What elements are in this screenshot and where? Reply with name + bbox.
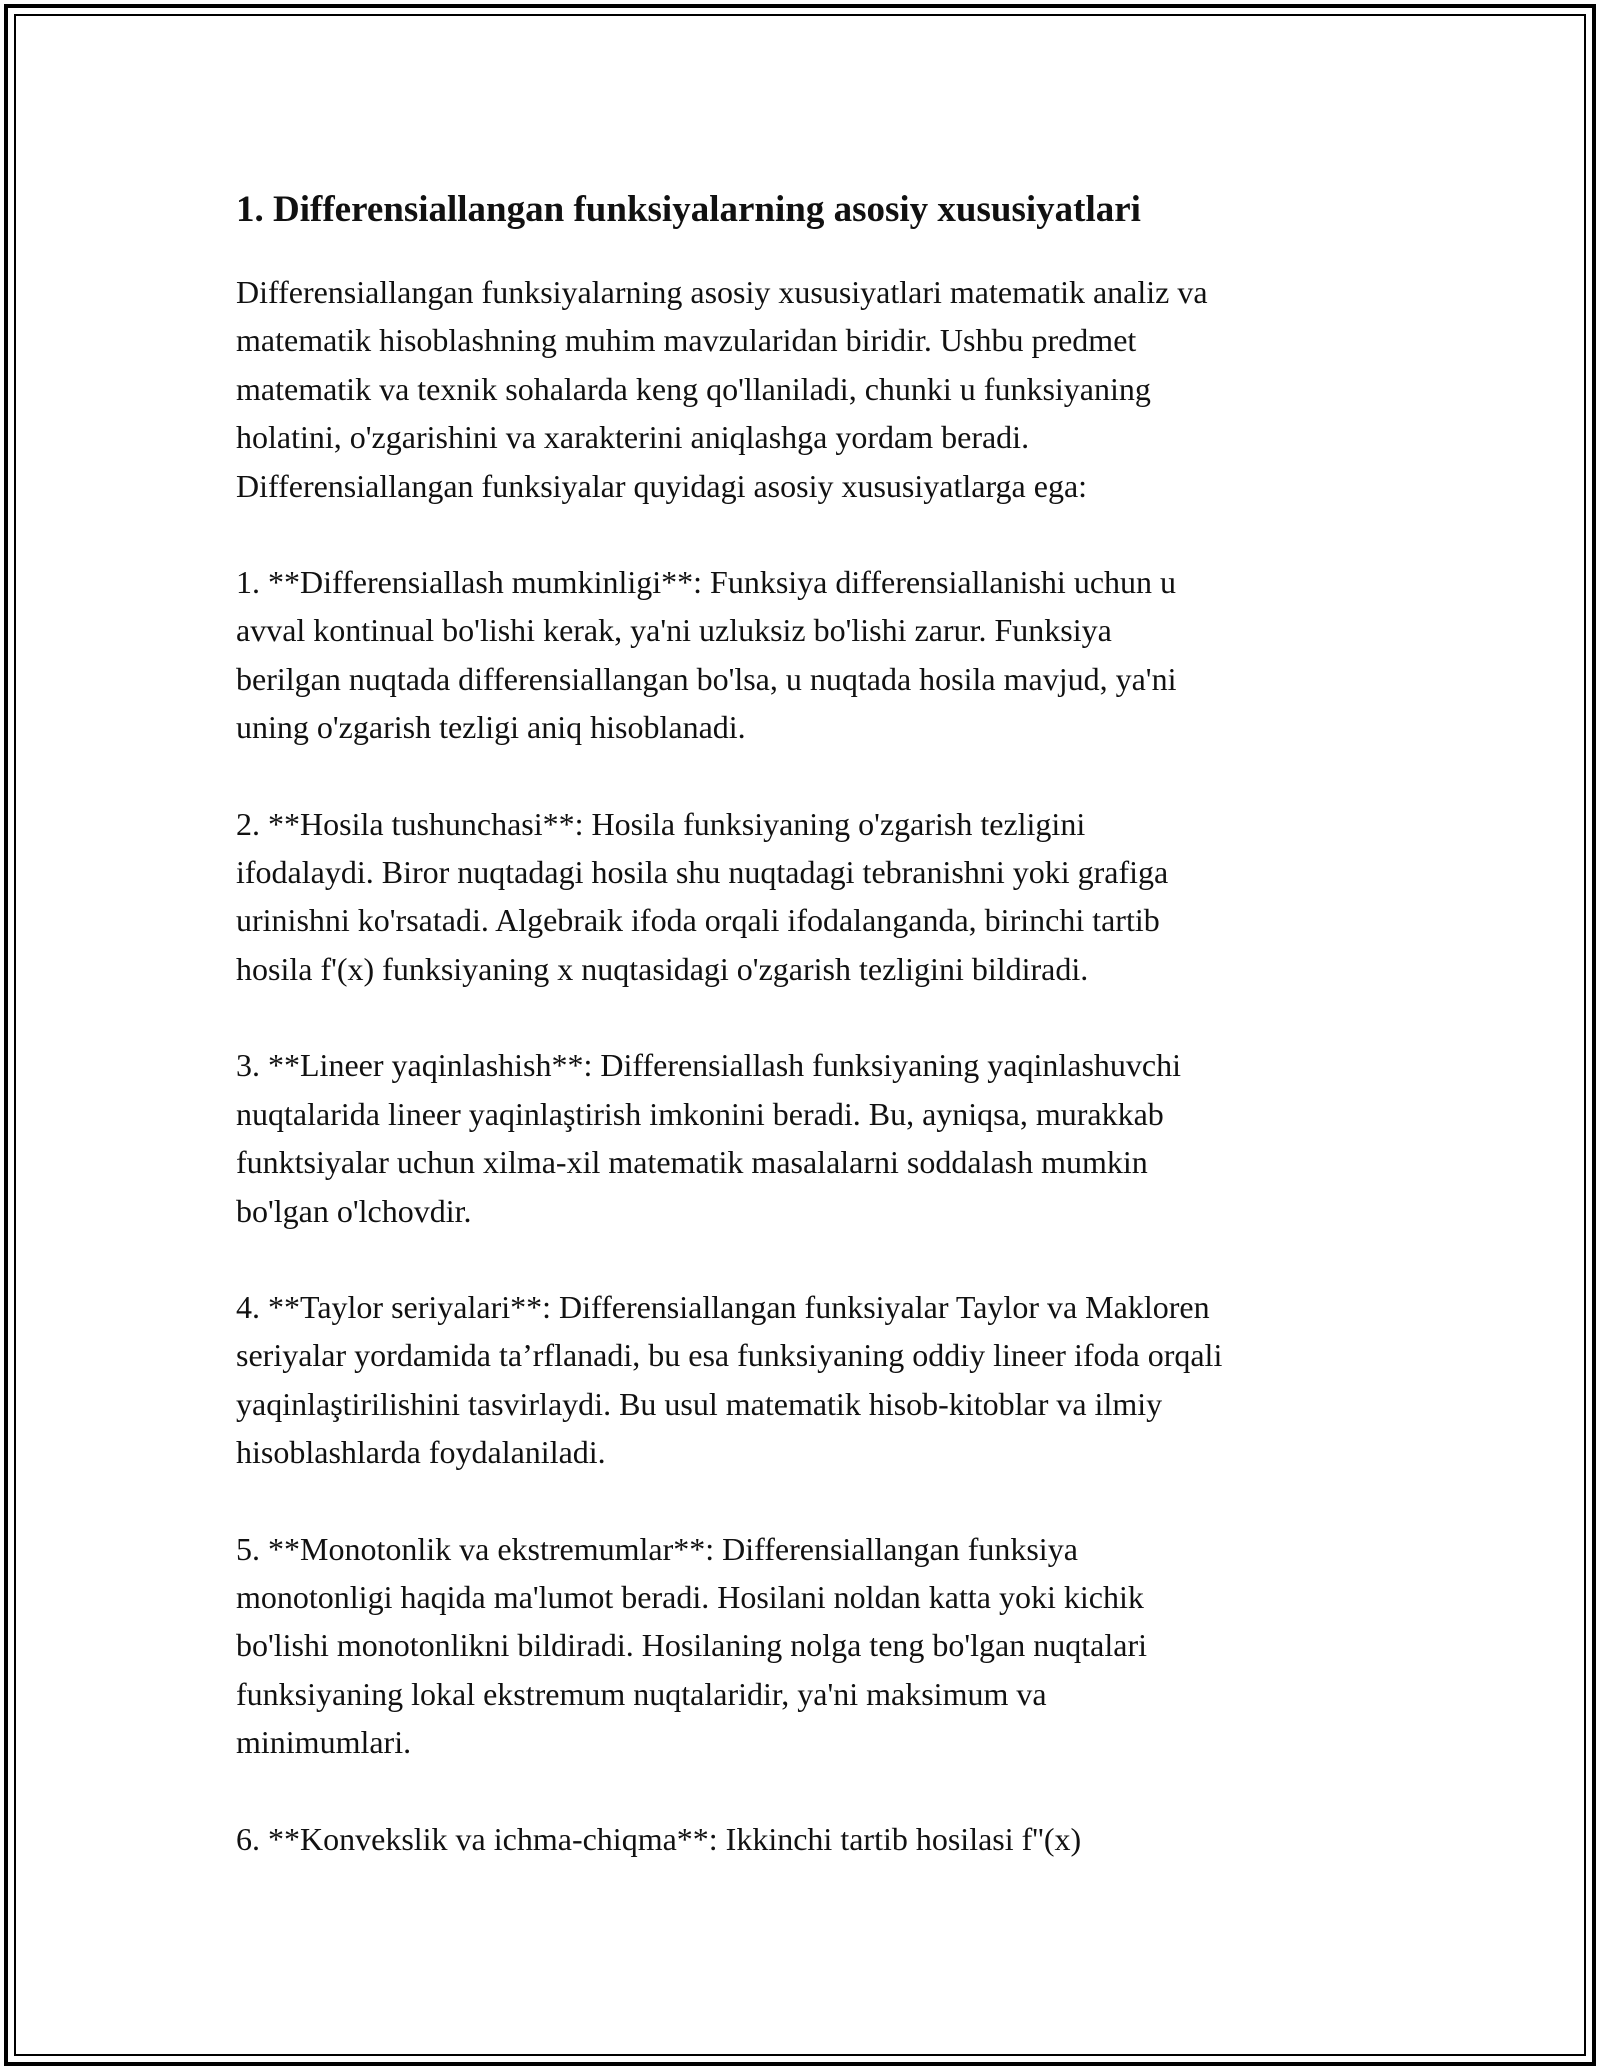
list-item-4: 4. **Taylor seriyalari**: Differensiallangan funksiyalar Taylor va Makloren seriyalar yordamida ta’rflanadi, bu esa funksiyaning oddiy lineer ifoda orqali yaqinlaştirilishini tasvirlaydi. Bu usul matematik hisob-kitoblar va ilmiy hisoblashlarda foydalaniladi.	[236, 1288, 1223, 1471]
list-item-1: 1. **Differensiallash mumkinligi**: Funksiya differensiallanishi uchun u avval kontinual bo'lishi kerak, ya'ni uzluksiz bo'lishi zarur. Funksiya berilgan nuqtada differensiallangan bo'lsa, u nuqtada hosila mavjud, ya'ni uning o'zgarish tezligi aniq hisoblanadi.	[236, 564, 1177, 746]
page-title: 1. Differensiallangan funksiyalarning asosiy xususiyatlari	[236, 189, 1141, 230]
list-item-6: 6. **Konvekslik va ichma-chiqma**: Ikkinchi tartib hosilasi f''(x)	[236, 1820, 1082, 1857]
document-body	[236, 186, 1376, 1911]
list-item-2: 2. **Hosila tushunchasi**: Hosila funksiyaning o'zgarish tezligini ifodalaydi. Biror nuqtadagi hosila shu nuqtadagi tebranishni yoki grafiga urinishni ko'rsatadi. Algebraik ifoda orqali ifodalanganda, birinchi tartib hosila f'(x) funksiyaning x nuqtasidagi o'zgarish tezligini bildiradi.	[236, 805, 1169, 987]
list-item-3: 3. **Lineer yaqinlashish**: Differensiallash funksiyaning yaqinlashuvchi nuqtalarida lineer yaqinlaştirish imkonini beradi. Bu, ayniqsa, murakkab funktsiyalar uchun xilma-xil matematik masalalarni soddalash mumkin bo'lgan o'lchovdir.	[236, 1047, 1181, 1229]
intro-paragraph: Differensiallangan funksiyalarning asosiy xususiyatlari matematik analiz va matematik hisoblashning muhim mavzularidan biridir. Ushbu predmet matematik va texnik sohalarda keng qo'llaniladi, chunki u funksiyaning holatini, o'zgarishini va xarakterini aniqlashga yordam beradi. Differensiallangan funksiyalar quyidagi asosiy xususiyatlarga ega:	[236, 274, 1208, 504]
list-item-5: 5. **Monotonlik va ekstremumlar**: Differensiallangan funksiya monotonligi haqida ma'lumot beradi. Hosilani noldan katta yoki kichik bo'lishi monotonlikni bildiradi. Hosilaning nolga teng bo'lgan nuqtalari funksiyaning lokal ekstremum nuqtalaridir, ya'ni maksimum va minimumlari.	[236, 1530, 1147, 1761]
